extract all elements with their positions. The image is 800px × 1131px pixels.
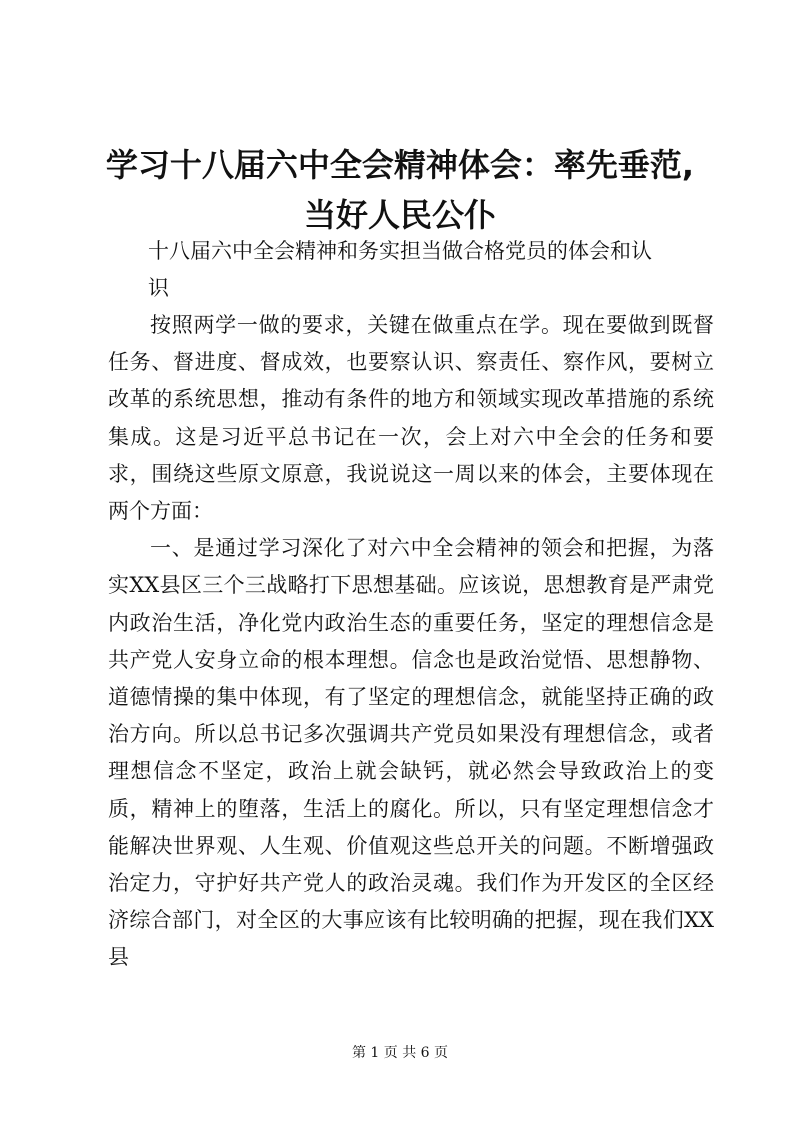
document-title: 学习十八届六中全会精神体会：率先垂范,当好人民公仆 [105, 146, 695, 234]
paragraph-1: 按照两学一做的要求，关键在做重点在学。现在要做到既督任务、督进度、督成效，也要察认识、察责任、察作风，要树立改革的系统思想，推动有条件的地方和领域实现改革措施的系统集成。这是习近平总书记在一次，会上对六中全会的任务和要求，围绕这些原文原意，我说说这一周以来的体会，主要体现在两个方面： [108, 313, 714, 524]
page-number: 第 1 页 共 6 页 [351, 1045, 449, 1061]
document-body [108, 307, 714, 977]
paragraph-2: 一、是通过学习深化了对六中全会精神的领会和把握，为落实XX县区三个三战略打下思想基础。应该说，思想教育是严肃党内政治生活，净化党内政治生态的重要任务，坚定的理想信念是共产党人安身立命的根本理想。信念也是政治觉悟、思想静物、道德情操的集中体现，有了坚定的理想信念，就能坚持正确的政治方向。所以总书记多次强调共产党员如果没有理想信念，或者理想信念不坚定，政治上就会缺钙，就必然会导致政治上的变质，精神上的堕落，生活上的腐化。所以，只有坚定理想信念才能解决世界观、人生观、价值观这些总开关的问题。不断增强政治定力，守护好共产党人的政治灵魂。我们作为开发区的全区经济综合部门，对全区的大事应该有比较明确的把握，现在我们XX县 [108, 536, 714, 970]
document-subtitle: 十八届六中全会精神和务实担当做合格党员的体会和认识 [148, 239, 652, 300]
